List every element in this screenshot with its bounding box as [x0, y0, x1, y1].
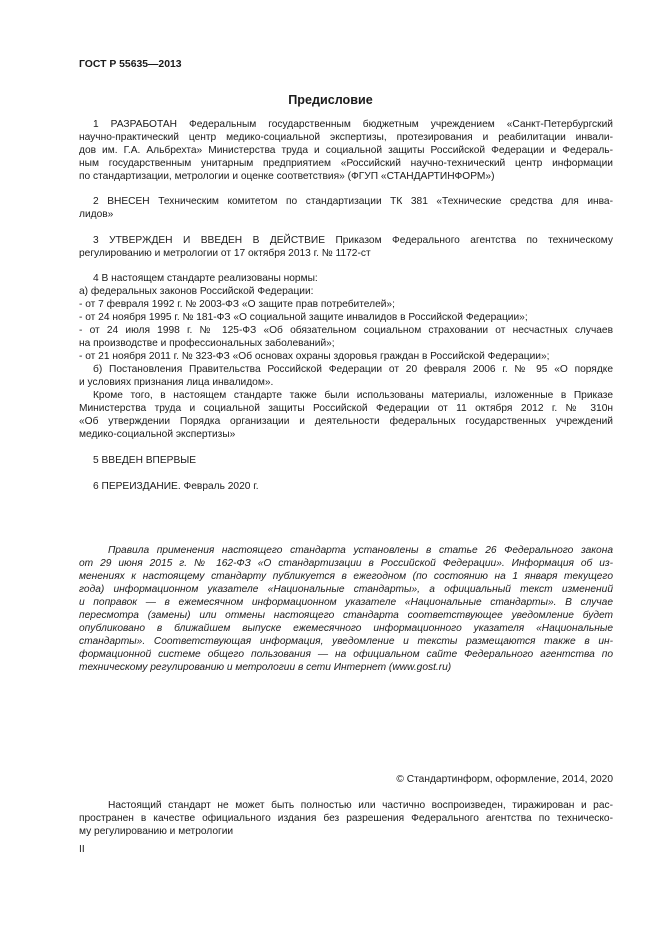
text-line: 4 В настоящем стандарте реализованы нормы: — [93, 273, 318, 284]
notice-line: пространен в качестве официального издания без разрешения Федерального агентства по техническо- — [79, 813, 613, 824]
text-line: на производстве и профессиональных заболеваний»; — [79, 338, 335, 349]
text-line: медико-социальной экспертизы» — [79, 429, 236, 440]
notice-line: му регулированию и метрологии — [79, 826, 234, 837]
note-line: опубликовано в ближайшем выпуске ежемесячного информационного указателя «Национальные — [79, 623, 613, 634]
note-line: техническому регулированию и метрологии в сети Интернет (www.gost.ru) — [79, 662, 452, 673]
text-line: а) федеральных законов Российской Федерации: — [79, 286, 314, 297]
page-number: II — [79, 844, 85, 855]
note-line: Правила применения настоящего стандарта установлены в статье 26 Федерального закона — [108, 545, 613, 556]
page-title: Предисловие — [288, 93, 373, 107]
text-line: Министерства труда и социальной защиты Российской Федерации от 11 октября 2012 г. № 310н — [79, 403, 613, 414]
text-line: научно-практический центр медико-социальной экспертизы, протезирования и реабилитации инвали- — [79, 132, 613, 143]
section-5: 5 ВВЕДЕН ВПЕРВЫЕ — [93, 455, 197, 466]
text-line: Кроме того, в настоящем стандарте также были использованы материалы, изложенные в Приказе — [93, 390, 613, 401]
notice-line: Настоящий стандарт не может быть полностью или частично воспроизведен, тиражирован и рас- — [108, 800, 613, 811]
text-line: «Об утверждении Порядка организации и деятельности федеральных государственных учреждений — [79, 416, 613, 427]
text-line: ным государственным унитарным предприятием «Российский научно-технический центр информации — [79, 158, 613, 169]
text-line: - от 24 июля 1998 г. № 125-ФЗ «Об обязательном социальном страховании от несчастных случаев — [79, 325, 613, 336]
standard-code-header: ГОСТ Р 55635—2013 — [79, 59, 182, 70]
text-line: - от 24 ноября 1995 г. № 181-ФЗ «О социальной защите инвалидов в Российской Федерации»; — [79, 312, 528, 323]
text-line: 3 УТВЕРЖДЕН И ВВЕДЕН В ДЕЙСТВИЕ Приказом Федерального агентства по техническому — [93, 235, 613, 246]
text-line: 2 ВНЕСЕН Техническим комитетом по стандартизации ТК 381 «Технические средства для инва- — [93, 196, 613, 207]
text-line: 1 РАЗРАБОТАН Федеральным государственным бюджетным учреждением «Санкт-Петербургский — [93, 119, 613, 130]
text-line: б) Постановления Правительства Российской Федерации от 20 февраля 2006 г. № 95 «О порядке — [93, 364, 613, 375]
note-line: года) информационном указателе «Национальные стандарты», а официальный текст изменений — [79, 584, 613, 595]
text-line: и условиях признания лица инвалидом». — [79, 377, 274, 388]
note-line: от 29 июня 2015 г. № 162-ФЗ «О стандартизации в Российской Федерации». Информация об из- — [79, 558, 613, 569]
text-line: регулированию и метрологии от 17 октября 2013 г. № 1172-ст — [79, 248, 371, 259]
text-line: - от 7 февраля 1992 г. № 2003-ФЗ «О защите прав потребителей»; — [79, 299, 395, 310]
text-line: лидов» — [79, 209, 114, 220]
note-line: формационной системе общего пользования — на официальном сайте Федерального агентства по — [79, 649, 613, 660]
text-line: - от 21 ноября 2011 г. № 323-ФЗ «Об основах охраны здоровья граждан в Российской Федерации»; — [79, 351, 550, 362]
note-line: и поправок — в ежемесячном информационном указателе «Национальные стандарты». В случае — [79, 597, 613, 608]
note-line: стандарты». Соответствующая информация, уведомление и тексты размещаются также в ин- — [79, 636, 613, 647]
text-line: дов им. Г.А. Альбрехта» Министерства труда и социальной защиты Российской Федерации и Федераль- — [79, 145, 613, 156]
note-line: менениях к настоящему стандарту публикуется в ежегодном (по состоянию на 1 января текущего — [79, 571, 613, 582]
text-line: по стандартизации, метрологии и оценке соответствия» (ФГУП «СТАНДАРТИНФОРМ») — [79, 171, 495, 182]
section-6: 6 ПЕРЕИЗДАНИЕ. Февраль 2020 г. — [93, 481, 259, 492]
copyright: © Стандартинформ, оформление, 2014, 2020 — [396, 774, 613, 785]
note-line: пересмотра (замены) или отмены настоящего стандарта соответствующее уведомление будет — [79, 610, 613, 621]
